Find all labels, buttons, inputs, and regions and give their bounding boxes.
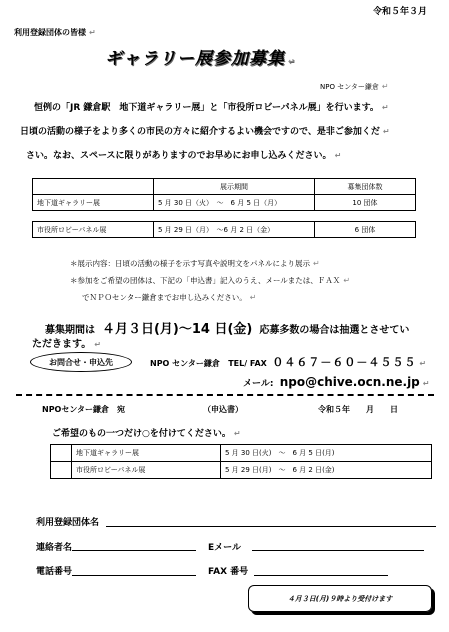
table-row (33, 211, 416, 222)
table-cell: 6 団体 (315, 222, 416, 238)
reply-form-title: （申込書） (203, 405, 243, 414)
table-header-cell: 展示期間 (154, 179, 315, 195)
deadline-line-2: ただきます。 ↵ (32, 339, 101, 350)
email-field[interactable] (252, 550, 424, 551)
choice-cell[interactable] (51, 462, 72, 479)
choice-cell[interactable] (51, 445, 72, 462)
table-row[interactable] (51, 445, 432, 462)
receipt-notice: ４月３日(月)９時より受付けます (248, 585, 432, 612)
phone-label: 電話番号 (36, 567, 73, 577)
page-title: ギャラリー展参加募集 ↵ (105, 49, 296, 69)
cut-line (16, 394, 434, 396)
email-label: Eメール (208, 543, 241, 553)
reply-date: 令和５年 月 日 (318, 405, 398, 414)
table-header-row (33, 179, 416, 195)
contact-person-field[interactable] (72, 550, 196, 551)
mail-line: メール: npo@chive.ocn.ne.jp ↵ (243, 375, 430, 389)
contact-oval: お問合せ・申込先 (30, 352, 132, 372)
note-exhibit-content: ＊展示内容：日頃の活動の様子を示す写真や説明文をパネルにより展示 ↵ (70, 259, 320, 268)
exhibition-table (32, 178, 416, 238)
table-cell: 市役所ロビーパネル展 (33, 222, 154, 238)
table-cell: 地下道ギャラリー展 (33, 195, 154, 211)
table-row (33, 222, 416, 238)
org-name-field[interactable] (106, 526, 436, 527)
document-date: 令和５年３月 (372, 7, 427, 17)
table-cell: 地下道ギャラリー展 (72, 445, 221, 462)
phone-field[interactable] (72, 575, 196, 576)
reply-addressee: NPOセンター鎌倉 宛 (42, 405, 126, 414)
table-cell: 5 月 30 日(火) ～ 6 月 5 日(月) (221, 445, 432, 462)
table-spacer (33, 211, 416, 222)
sender: NPO センター鎌倉 ↵ (320, 82, 389, 91)
table-cell: 市役所ロビーパネル展 (72, 462, 221, 479)
salutation: 利用登録団体の皆様 ↵ (14, 28, 96, 37)
contact-person-label: 連絡者名 (36, 543, 73, 553)
email-address: npo@chive.ocn.ne.jp (279, 375, 420, 389)
intro-paragraph-3: さい。なお、スペースに限りがありますのでお早めにお申し込みください。 ↵ (26, 151, 342, 161)
table-row (33, 195, 416, 211)
note-application: ＊参加をご希望の団体は、下記の「申込書」記入のうえ、メールまたは、ＦＡＸ ↵ (70, 276, 351, 285)
choice-table (50, 444, 432, 479)
table-cell: 5 月 29 日（月） ～6 月 2 日（金） (154, 222, 315, 238)
table-cell: 5 月 29 日(月) ～ 6 月 2 日(金) (221, 462, 432, 479)
table-header-cell: 募集団体数 (315, 179, 416, 195)
deadline-line: 募集期間は ４月３日(月)～14 日(金) 応募多数の場合は抽選とさせてい (45, 322, 410, 337)
table-row[interactable] (51, 462, 432, 479)
table-cell: 10 団体 (315, 195, 416, 211)
contact-line: NPO センター鎌倉 TEL/ FAX ０４６７－６０－４５５５ ↵ (150, 356, 427, 369)
intro-paragraph-1: 恒例の「JR 鎌倉駅 地下道ギャラリー展」と「市役所ロビーパネル展」を行います。 ↵ (34, 103, 389, 113)
fax-field[interactable] (254, 575, 388, 576)
table-header-cell (33, 179, 154, 195)
fax-label: FAX 番号 (208, 567, 249, 577)
intro-paragraph-2: 日頃の活動の様子をより多くの市民の方々に紹介するよい機会ですので、是非ご参加くだ ↵ (20, 127, 390, 137)
table-cell: 5 月 30 日（火） ～ 6 月 5 日（月） (154, 195, 315, 211)
note-application-cont: でＮＰＯセンター鎌倉までお申し込みください。 ↵ (82, 293, 257, 302)
org-name-label: 利用登録団体名 (36, 518, 100, 528)
choose-instruction: ご希望のもの一つだけ○を付けてください。 ↵ (52, 429, 241, 439)
